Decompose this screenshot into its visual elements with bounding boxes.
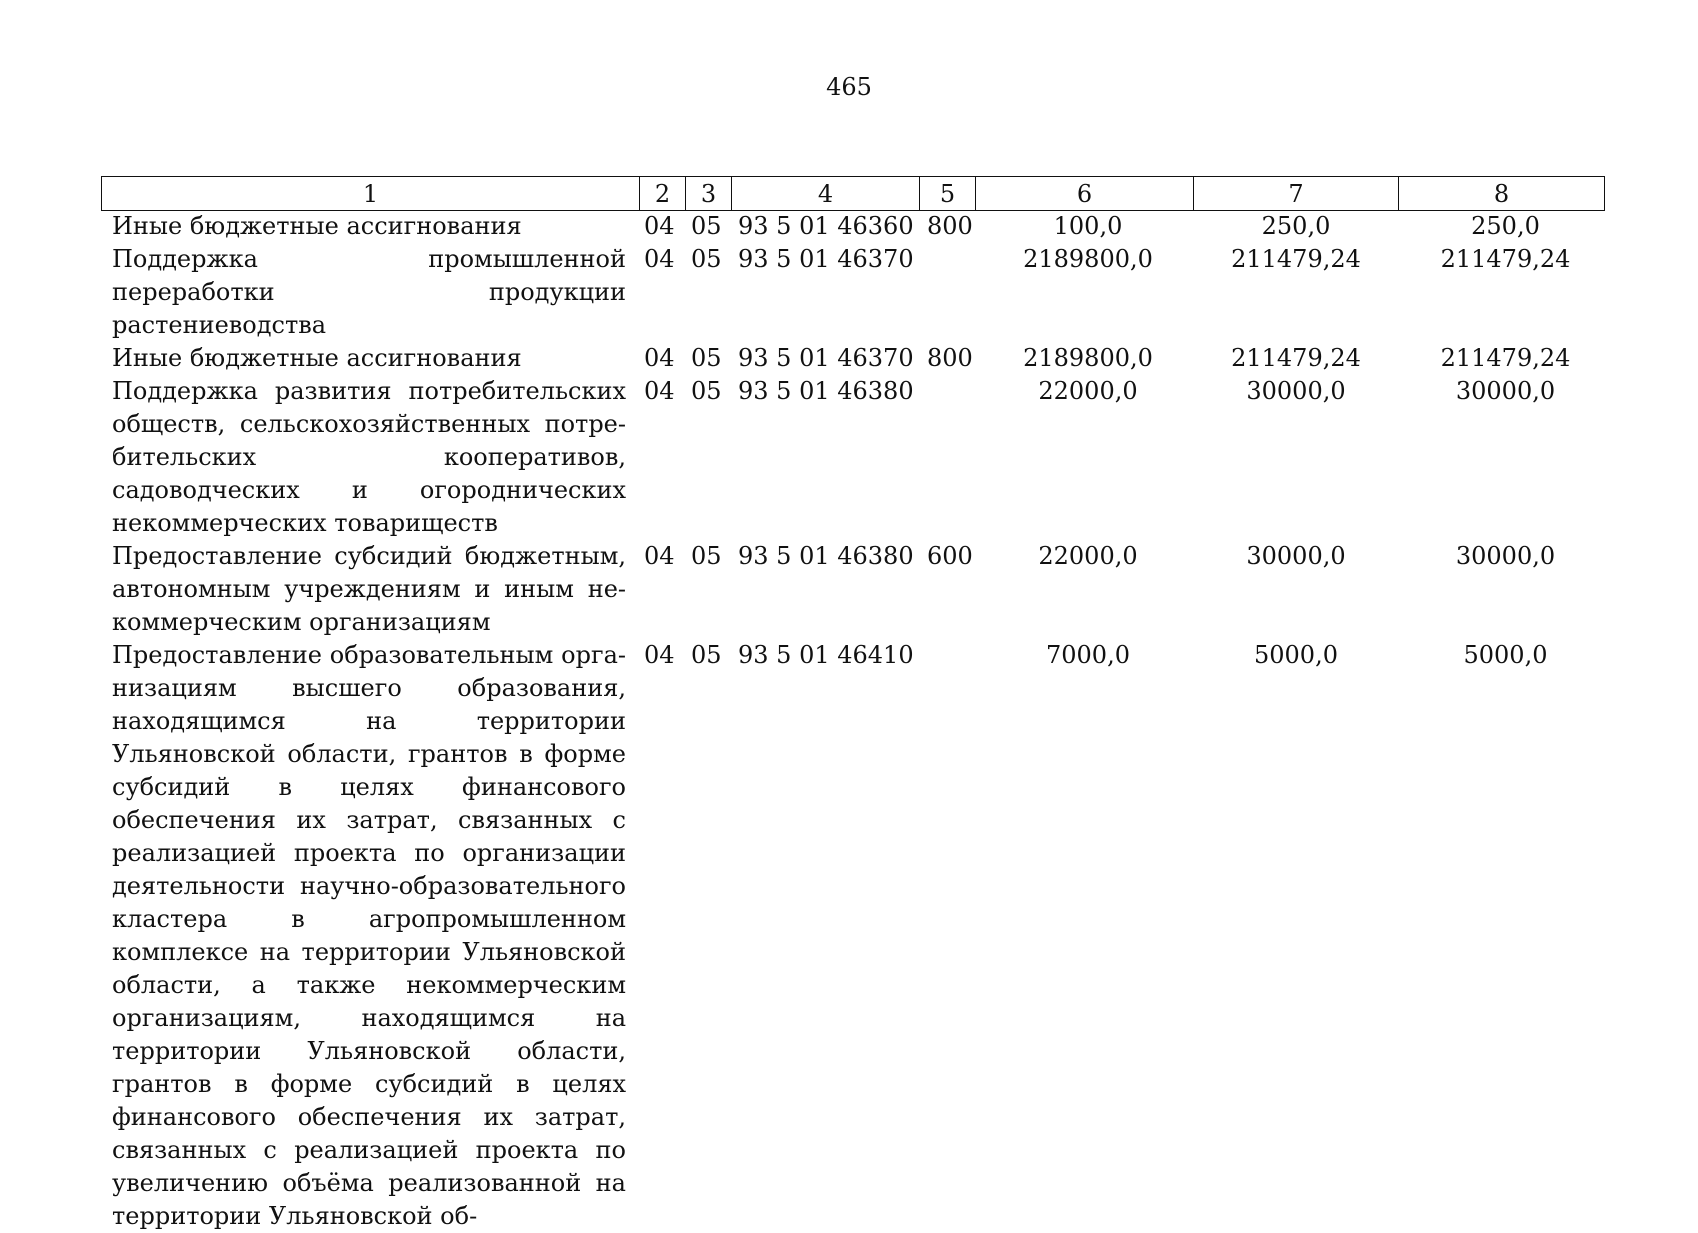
row-description: Поддержка промышленной переработки продукции растениеводства (112, 245, 626, 339)
table-row (0, 210, 1698, 243)
row-amount-col8: 211479,24 (1440, 344, 1571, 372)
row-target-article-code: 93 5 01 46380 (738, 542, 914, 570)
row-amount-col8: 211479,24 (1440, 245, 1571, 273)
row-expense-type-code: 800 (927, 212, 973, 240)
column-header-5: 5 (920, 177, 976, 211)
row-target-article-code: 93 5 01 46380 (738, 377, 914, 405)
row-description: Предоставление субсидий бюджетным, автономным учреждениям и иным некоммерческим организациям (112, 542, 626, 636)
row-section-code: 04 (644, 641, 675, 669)
row-amount-col6: 100,0 (1053, 212, 1123, 240)
row-amount-col6: 22000,0 (1038, 542, 1138, 570)
row-amount-col6: 2189800,0 (1023, 245, 1153, 273)
row-section-code: 04 (644, 542, 675, 570)
row-amount-col6: 2189800,0 (1023, 344, 1153, 372)
row-subsection-code: 05 (691, 641, 722, 669)
row-expense-type-code: 800 (927, 344, 973, 372)
table-header (101, 176, 1605, 211)
row-subsection-code: 05 (691, 344, 722, 372)
page-number: 465 (826, 73, 872, 101)
row-subsection-code: 05 (691, 245, 722, 273)
row-subsection-code: 05 (691, 212, 722, 240)
column-header-8: 8 (1399, 177, 1605, 211)
column-header-1: 1 (102, 177, 640, 211)
table-row (0, 243, 1698, 342)
row-target-article-code: 93 5 01 46370 (738, 245, 914, 273)
row-section-code: 04 (644, 377, 675, 405)
row-amount-col8: 30000,0 (1455, 542, 1556, 570)
row-target-article-code: 93 5 01 46360 (738, 212, 914, 240)
table-row (0, 375, 1698, 540)
row-subsection-code: 05 (691, 542, 722, 570)
column-header-3: 3 (686, 177, 732, 211)
row-subsection-code: 05 (691, 377, 722, 405)
row-description: Иные бюджетные ассигнования (112, 212, 522, 240)
row-section-code: 04 (644, 212, 675, 240)
column-header-6: 6 (976, 177, 1194, 211)
column-header-4: 4 (732, 177, 920, 211)
row-target-article-code: 93 5 01 46370 (738, 344, 914, 372)
table-row (0, 342, 1698, 375)
table-body (0, 210, 1698, 1233)
row-description: Иные бюджетные ассигнования (112, 344, 522, 372)
row-amount-col7: 250,0 (1261, 212, 1331, 240)
table-row (0, 639, 1698, 1233)
row-amount-col6: 7000,0 (1046, 641, 1130, 669)
table-row (0, 540, 1698, 639)
row-amount-col7: 30000,0 (1246, 542, 1346, 570)
row-target-article-code: 93 5 01 46410 (738, 641, 914, 669)
row-amount-col8: 30000,0 (1455, 377, 1556, 405)
row-amount-col8: 5000,0 (1463, 641, 1548, 669)
row-amount-col8: 250,0 (1471, 212, 1540, 240)
row-amount-col7: 30000,0 (1246, 377, 1346, 405)
row-description: Поддержка развития потребительских обществ, сельскохозяйственных потребительских кооперативов, садоводческих и огороднических некоммерческих товариществ (112, 377, 626, 537)
row-amount-col7: 5000,0 (1254, 641, 1338, 669)
row-amount-col7: 211479,24 (1231, 245, 1361, 273)
row-section-code: 04 (644, 245, 675, 273)
row-amount-col7: 211479,24 (1231, 344, 1361, 372)
row-section-code: 04 (644, 344, 675, 372)
row-amount-col6: 22000,0 (1038, 377, 1138, 405)
row-expense-type-code: 600 (927, 542, 973, 570)
row-description: Предоставление образовательным организациям высшего образования, находящимся на территории Ульяновской области, грантов в форме субсидий в целях финансового обеспечения их затрат, связанных с реализацией проекта по организации деятельности научно-образовательного кластера в агропромышленном комплексе на территории Ульяновской области, а также некоммерческим организациям, находящимся на территории Ульяновской области, грантов в форме субсидий в целях финансового обеспечения их затрат, связанных с реализацией проекта по увеличению объёма реализованной на территории Ульяновской об- (112, 641, 626, 1230)
column-header-7: 7 (1194, 177, 1399, 211)
column-header-2: 2 (640, 177, 686, 211)
